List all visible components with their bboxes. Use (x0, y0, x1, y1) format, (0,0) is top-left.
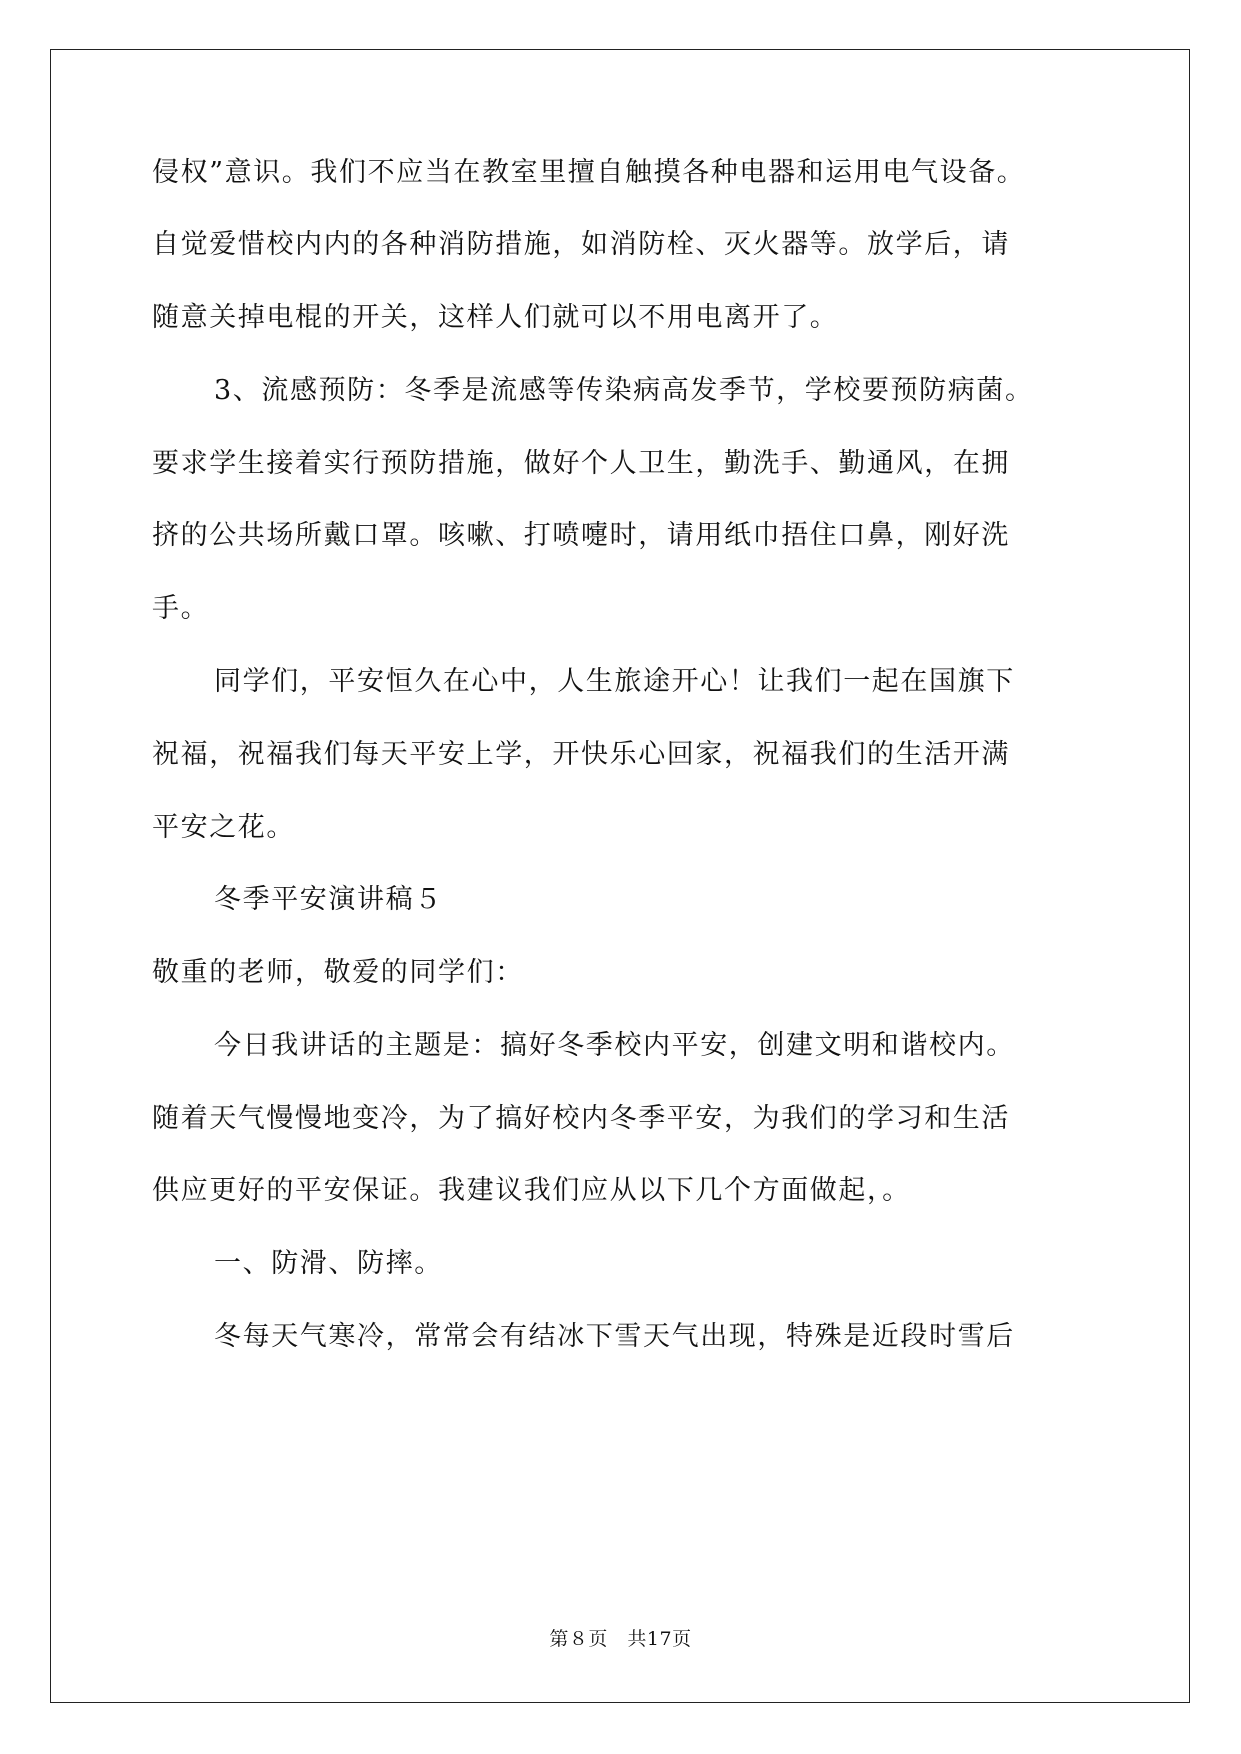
text-line: 挤的公共场所戴口罩。咳嗽、打喷嚏时，请用纸巾捂住口鼻，刚好洗 (152, 520, 1010, 551)
text-line: 供应更好的平安保证。我建议我们应从以下几个方面做起，。 (152, 1175, 911, 1206)
text-line: 手。 (152, 593, 210, 624)
text-line: 要求学生接着实行预防措施，做好个人卫生，勤洗手、勤通风，在拥 (152, 448, 1010, 479)
salutation: 敬重的老师，敬爱的同学们： (152, 957, 524, 988)
text-line: 自觉爱惜校内内的各种消防措施，如消防栓、灭火器等。放学后，请 (152, 229, 1010, 260)
page-border (50, 49, 1190, 1703)
text-line: 今日我讲话的主题是：搞好冬季校内平安，创建文明和谐校内。 (214, 1030, 1015, 1061)
section-heading: 冬季平安演讲稿５ (214, 884, 443, 915)
text-line: 随意关掉电棍的开关，这样人们就可以不用电离开了。 (152, 302, 839, 333)
text-line: 祝福，祝福我们每天平安上学，开快乐心回家，祝福我们的生活开满 (152, 739, 1010, 770)
text-line: 3、流感预防：冬季是流感等传染病高发季节，学校要预防病菌。 (214, 375, 1034, 406)
page-number: 第８页 共17页 (549, 1628, 692, 1650)
text-line: 平安之花。 (152, 812, 295, 843)
text-line: 一、防滑、防摔。 (214, 1248, 443, 1279)
text-line: 随着天气慢慢地变冷，为了搞好校内冬季平安，为我们的学习和生活 (152, 1103, 1010, 1134)
text-line: 同学们，平安恒久在心中，人生旅途开心！让我们一起在国旗下 (214, 666, 1015, 697)
text-line: 冬每天气寒冷，常常会有结冰下雪天气出现，特殊是近段时雪后 (214, 1321, 1015, 1352)
text-line: 侵权”意识。我们不应当在教室里擅自触摸各种电器和运用电气设备。 (152, 157, 1026, 188)
